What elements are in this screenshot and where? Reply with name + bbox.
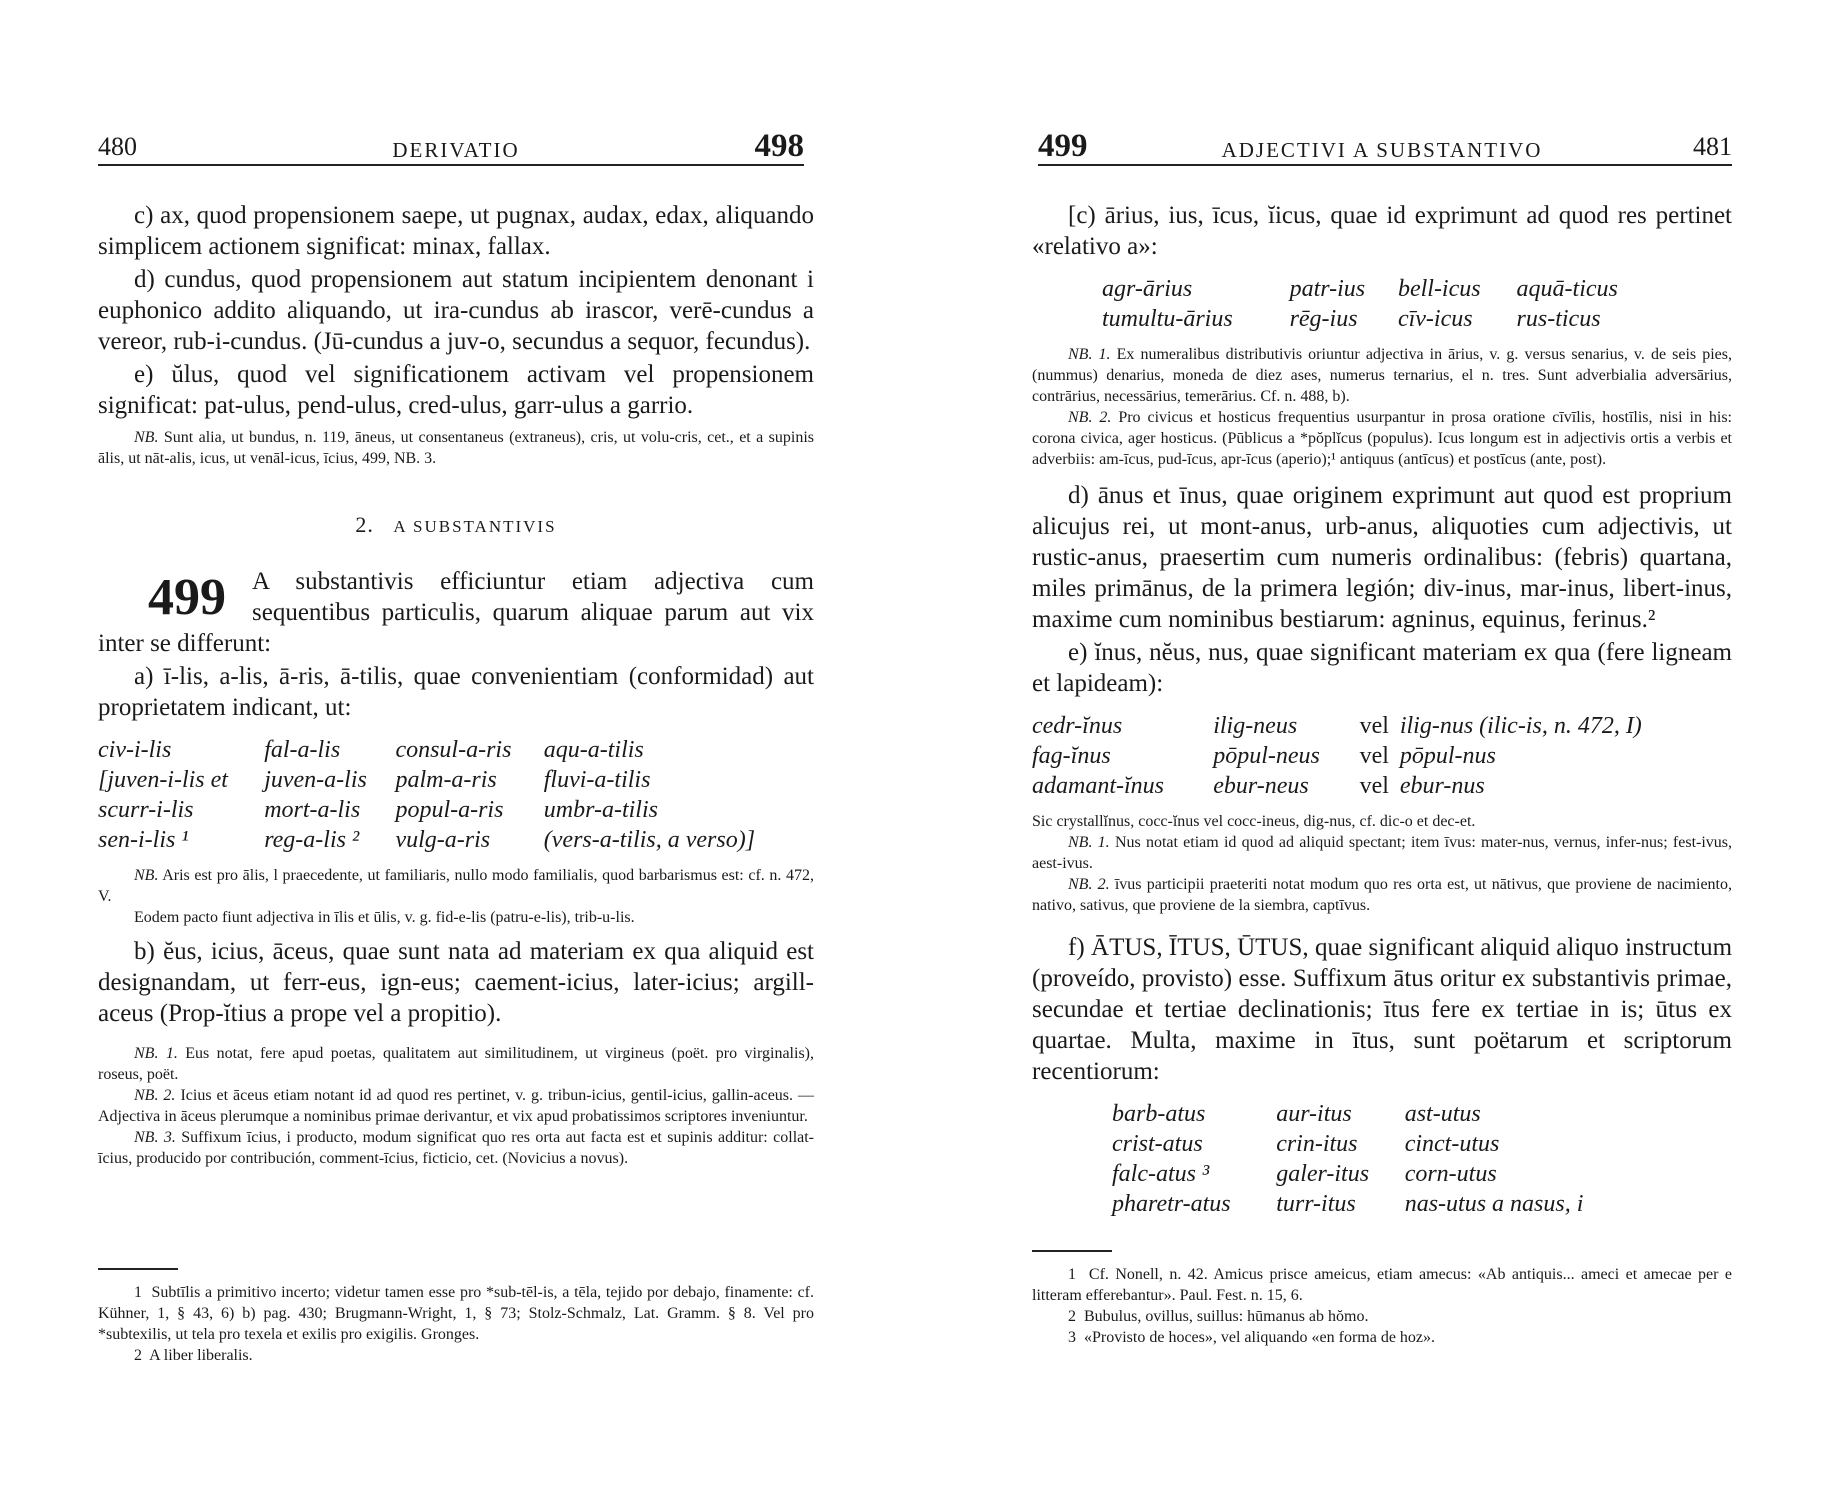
footnote-rule [98,1268,178,1270]
note-eodem: Eodem pacto fiunt adjectiva in īlis et ūlis, v. g. fid-e-lis (patru-e-lis), trib-u-lis. [134,909,635,926]
running-title: ADJECTIVI A SUBSTANTIVO [1221,138,1543,162]
paragraph-d: d) cundus, quod propensionem aut statum incipientem denonant i euphonico addito aliquando, ut ira-cundus ab irascor, verē-cundus a vereor, rub-i-cundus. (Jū-cundus a juv-o, secundus a sequor, fecundus). [98,266,815,355]
example-table-a [98,735,814,855]
paragraph-e: e) ŭlus, quod vel significationem activam vel propensionem significat: pat-ulus, pend-ulus, cred-ulus, garr-ulus a garrio. [98,361,815,419]
note-e1: NB. 1. Nus notat etiam id quod ad aliquid spectant; item īvus: mater-nus, vernus, infer-nus; fest-ivus, aest-ivus. [1032,834,1733,872]
note-b3: NB. 3. Suffixum īcius, i producto, modum significat quo res orta aut facta est et supinis additur: collat-īcius, producido por contribución, comment-īcius, ficticio, cet. (Novicius a novus). [98,1129,815,1167]
header-rule [98,164,804,166]
footnote: 1 Cf. Nonell, n. 42. Amicus prisce ameicus, etiam amecus: «Ab antiquis... ameci et amecae per e litteram efferebantur». Paul. Fest. n. 15, 6. [1032,1266,1733,1304]
note-nb: NB. Sunt alia, ut bundus, n. 119, āneus, ut consentaneus (extraneus), cris, ut volu-cris, cet., et a supinis ālis, ut nāt-alis, icus, ut venāl-icus, īcius, 499, NB. 3. [98,429,815,467]
table-row: civ-i-lis fal-a-lis consul-a-ris aqu-a-tilis [98,737,644,763]
table-row: barb-atus aur-itus ast-utus [1112,1101,1481,1127]
right-page [1032,0,1732,1500]
footnote: 1 Subtīlis a primitivo incerto; videtur tamen esse pro *sub-tēl-is, a tēla, tejido por debajo, finamente: cf. Kühner, 1, § 43, 6) b) pag. 430; Brugmann-Wright, 1, § 73; Stolz-Schmalz, Lat. Gramm. § 8. Vel pro *subtexilis, ut tela pro texela et exilis pro exigilis. Gronges. [98,1284,815,1343]
left-body [98,200,814,1169]
table-row: falc-atus ³ galer-itus corn-utus [1112,1161,1497,1187]
footnotes-left [98,1268,814,1366]
example-table-f [1112,1099,1652,1219]
paragraph-e: e) ĭnus, nĕus, nus, quae significant materiam ex qua (fere ligneam et lapideam): [1032,639,1733,697]
left-page [98,0,814,1500]
footnotes-right [1032,1250,1732,1348]
table-row: agr-ārius patr-ius bell-icus aquā-ticus [1102,276,1618,302]
paragraph-a: a) ī-lis, a-lis, ā-ris, ā-tilis, quae convenientiam (conformidad) aut proprietatem indicant, ut: [98,663,814,721]
section-title: 2. A SUBSTANTIVIS [355,512,557,537]
footnote: 2 Bubulus, ovillus, suillus: hūmanus ab hŏmo. [1068,1308,1369,1325]
note-b2: NB. 2. Icius et āceus etiam notant id ad quod res pertinet, v. g. tribun-icius, gentil-icius, gallin-aceus. — Adjectiva in āceus plerumque a nominibus primae derivantur, et vix apud probatissimos scriptores inveniuntur. [98,1087,815,1125]
note-nb-aris: NB. Aris est pro ālis, l praecedente, ut familiaris, nullo modo familialis, quod barbarismus est: cf. n. 472, V. [98,867,815,905]
table-row: cedr-ĭnus ilig-neus vel ilig-nus (ilic-is, n. 472, I) [1032,713,1642,739]
note-b1: NB. 1. Eus notat, fere apud poetas, qualitatem aut similitudinem, ut virgineus (poët. pro virginalis), roseus, poët. [98,1045,814,1083]
footnote: 3 «Provisto de hoces», vel aliquando «en forma de hoz». [1068,1329,1436,1346]
paragraph-c: c) ax, quod propensionem saepe, ut pugnax, audax, edax, aliquando simplicem actionem significat: minax, fallax. [98,202,815,260]
paragraph-499: 499 A substantivis efficiuntur etiam adjectiva cum sequentibus particulis, quarum aliquae parum aut vix inter se differunt: [98,568,814,657]
table-row: adamant-ĭnus ebur-neus vel ebur-nus [1032,773,1485,799]
note-sic: Sic crystallĭnus, cocc-ĭnus vel cocc-ineus, dig-nus, cf. dic-o et dec-et. [1032,813,1476,830]
footnote-rule [1032,1250,1112,1252]
section-number: 498 [754,128,804,164]
example-table-e [1032,711,1732,801]
section-number: 499 [1038,128,1088,164]
table-row: sen-i-lis ¹ reg-a-lis ² vulg-a-ris (vers-a-tilis, a verso)] [98,827,756,853]
running-head-right [1032,128,1732,168]
table-row: pharetr-atus turr-itus nas-utus a nasus, i [1112,1191,1584,1217]
running-title: DERIVATIO [392,138,520,162]
paragraph-d: d) ānus et īnus, quae originem exprimunt aut quod est proprium alicujus rei, ut mont-anus, urb-anus, aliquoties cum adjectivis, ut rustic-anus, praesertim cum numeris ordinalibus: (febris) quartana, miles primānus, de la primera legión; div-inus, mar-inus, libert-inus, maxime cum nominibus bestiarum: agninus, equinus, ferinus.² [1032,482,1733,633]
note-e2: NB. 2. īvus participii praeteriti notat modum quo res orta est, ut nātivus, que proviene de nacimiento, nativo, sativus, que proviene de la siembra, captīvus. [1032,876,1732,914]
note-c1: NB. 1. Ex numeralibus distributivis oriuntur adjectiva in ārius, v. g. versus senarius, v. de seis pies, (nummus) denarius, moneda de diez ases, numerus ternarius, el n. tres. Sunt adverbialia adversārius, contrārius, necessārius, temerārius. Cf. n. 488, b). [1032,346,1733,405]
paragraph-f: f) ĀTUS, ĪTUS, ŪTUS, quae significant aliquid aliquo instructum (proveído, provisto) esse. Suffixum ātus oritur ex substantivis primae, secundae et tertiae declinationis; ītus fere ex tertiae in is; ūtus ex quartae. Multa, maxime in ītus, sunt poëtarum et scriptorum recentiorum: [1032,934,1733,1085]
note-c2: NB. 2. Pro civicus et hosticus frequentius usurpantur in prosa oratione cīvīlis, hostīlis, nisi in his: corona civica, ager hosticus. (Pūblicus a *pŏplĭcus (populus). Icus longum est in adjectivis ortis a verbis et adverbiis: am-īcus, pud-īcus, apr-īcus (aperio);¹ antiquus (antīcus) et postīcus (ante, post). [1032,409,1732,468]
table-row: tumultu-ārius rēg-ius cīv-icus rus-ticus [1102,306,1601,332]
paragraph-b: b) ĕus, icius, āceus, quae sunt nata ad materiam ex qua aliquid est designandam, ut ferr-eus, ign-eus; caement-icius, later-icius; argill-aceus (Prop-ĭtius a prope vel a propitio). [98,938,814,1027]
section-number-big: 499 [148,569,226,626]
page-number: 480 [98,132,137,161]
table-row: crist-atus crin-itus cinct-utus [1112,1131,1500,1157]
table-row: fag-ĭnus pōpul-neus vel pōpul-nus [1032,743,1496,769]
table-row: [juven-i-lis et juven-a-lis palm-a-ris fluvi-a-tilis [98,767,651,793]
paragraph-c: [c) ārius, ius, īcus, ĭicus, quae id exprimunt ad quod res pertinet «relativo a»: [1032,202,1733,260]
header-rule [1038,164,1732,166]
example-table-c [1102,274,1662,334]
table-row: scurr-i-lis mort-a-lis popul-a-ris umbr-a-tilis [98,797,658,823]
page-number: 481 [1693,132,1732,161]
footnote: 2 A liber liberalis. [134,1347,253,1364]
running-head-left [98,128,814,168]
right-body [1032,200,1732,1229]
